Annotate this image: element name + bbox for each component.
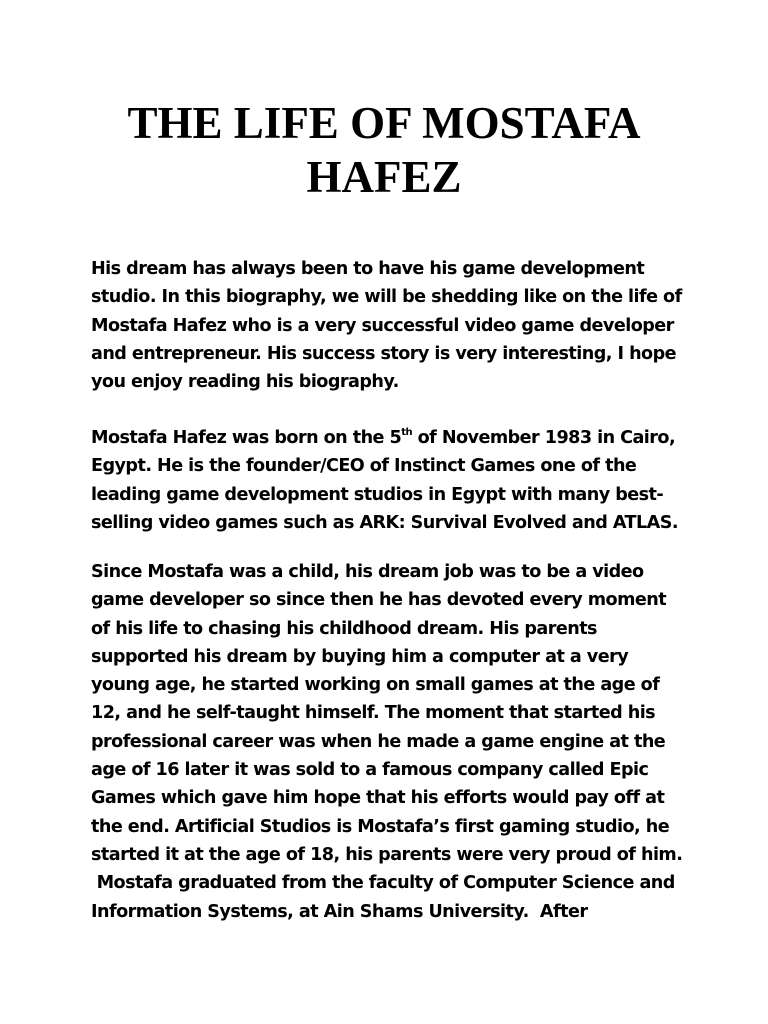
paragraph-birth	[91, 424, 681, 537]
paragraph-line: age of 16 later it was sold to a famous company called Epic	[91, 760, 649, 781]
paragraph-line: supported his dream by buying him a computer at a very	[91, 646, 629, 667]
paragraph-line: studio. In this biography, we will be shedding like on the life of	[91, 287, 682, 308]
paragraph-line: and entrepreneur. His success story is very interesting, I hope	[91, 343, 677, 364]
paragraph-line: of his life to chasing his childhood dream. His parents	[91, 618, 597, 639]
line-text: of November 1983 in Cairo,	[412, 428, 676, 448]
paragraph-line: professional career was when he made a game engine at the	[91, 731, 666, 752]
paragraph-line: His dream has always been to have his game development	[91, 259, 645, 279]
paragraph-line: leading game development studios in Egypt with many best-	[91, 484, 664, 505]
paragraph-intro	[91, 255, 681, 396]
paragraph-line: selling video games such as ARK: Survival Evolved and ATLAS.	[91, 512, 678, 533]
paragraph-line: young age, he started working on small games at the age of	[91, 675, 660, 696]
paragraph-line: Mostafa Hafez who is a very successful video game developer	[91, 315, 674, 336]
paragraph-line: you enjoy reading his biography.	[91, 372, 399, 393]
paragraph-line: the end. Artificial Studios is Mostafa’s first gaming studio, he	[91, 816, 670, 837]
paragraph-career	[91, 558, 681, 926]
paragraph-line: started it at the age of 18, his parents were very proud of him.	[91, 844, 683, 865]
paragraph-line: Mostafa graduated from the faculty of Computer Science and	[91, 873, 675, 894]
paragraph-line: Egypt. He is the founder/CEO of Instinct Games one of the	[91, 456, 637, 477]
paragraph-line: game developer so since then he has devoted every moment	[91, 590, 667, 611]
line-text: Mostafa Hafez was born on the 5	[91, 428, 402, 448]
paragraph-line: Information Systems, at Ain Shams University. After	[91, 901, 588, 922]
ordinal-superscript: th	[401, 427, 413, 438]
paragraph-line: Since Mostafa was a child, his dream job was to be a video	[91, 562, 644, 582]
document-title: THE LIFE OF MOSTAFA HAFEZ	[127, 98, 641, 202]
paragraph-line: 12, and he self-taught himself. The moment that started his	[91, 703, 656, 724]
paragraph-line	[91, 424, 681, 452]
paragraph-line: Games which gave him hope that his efforts would pay off at	[91, 788, 665, 809]
